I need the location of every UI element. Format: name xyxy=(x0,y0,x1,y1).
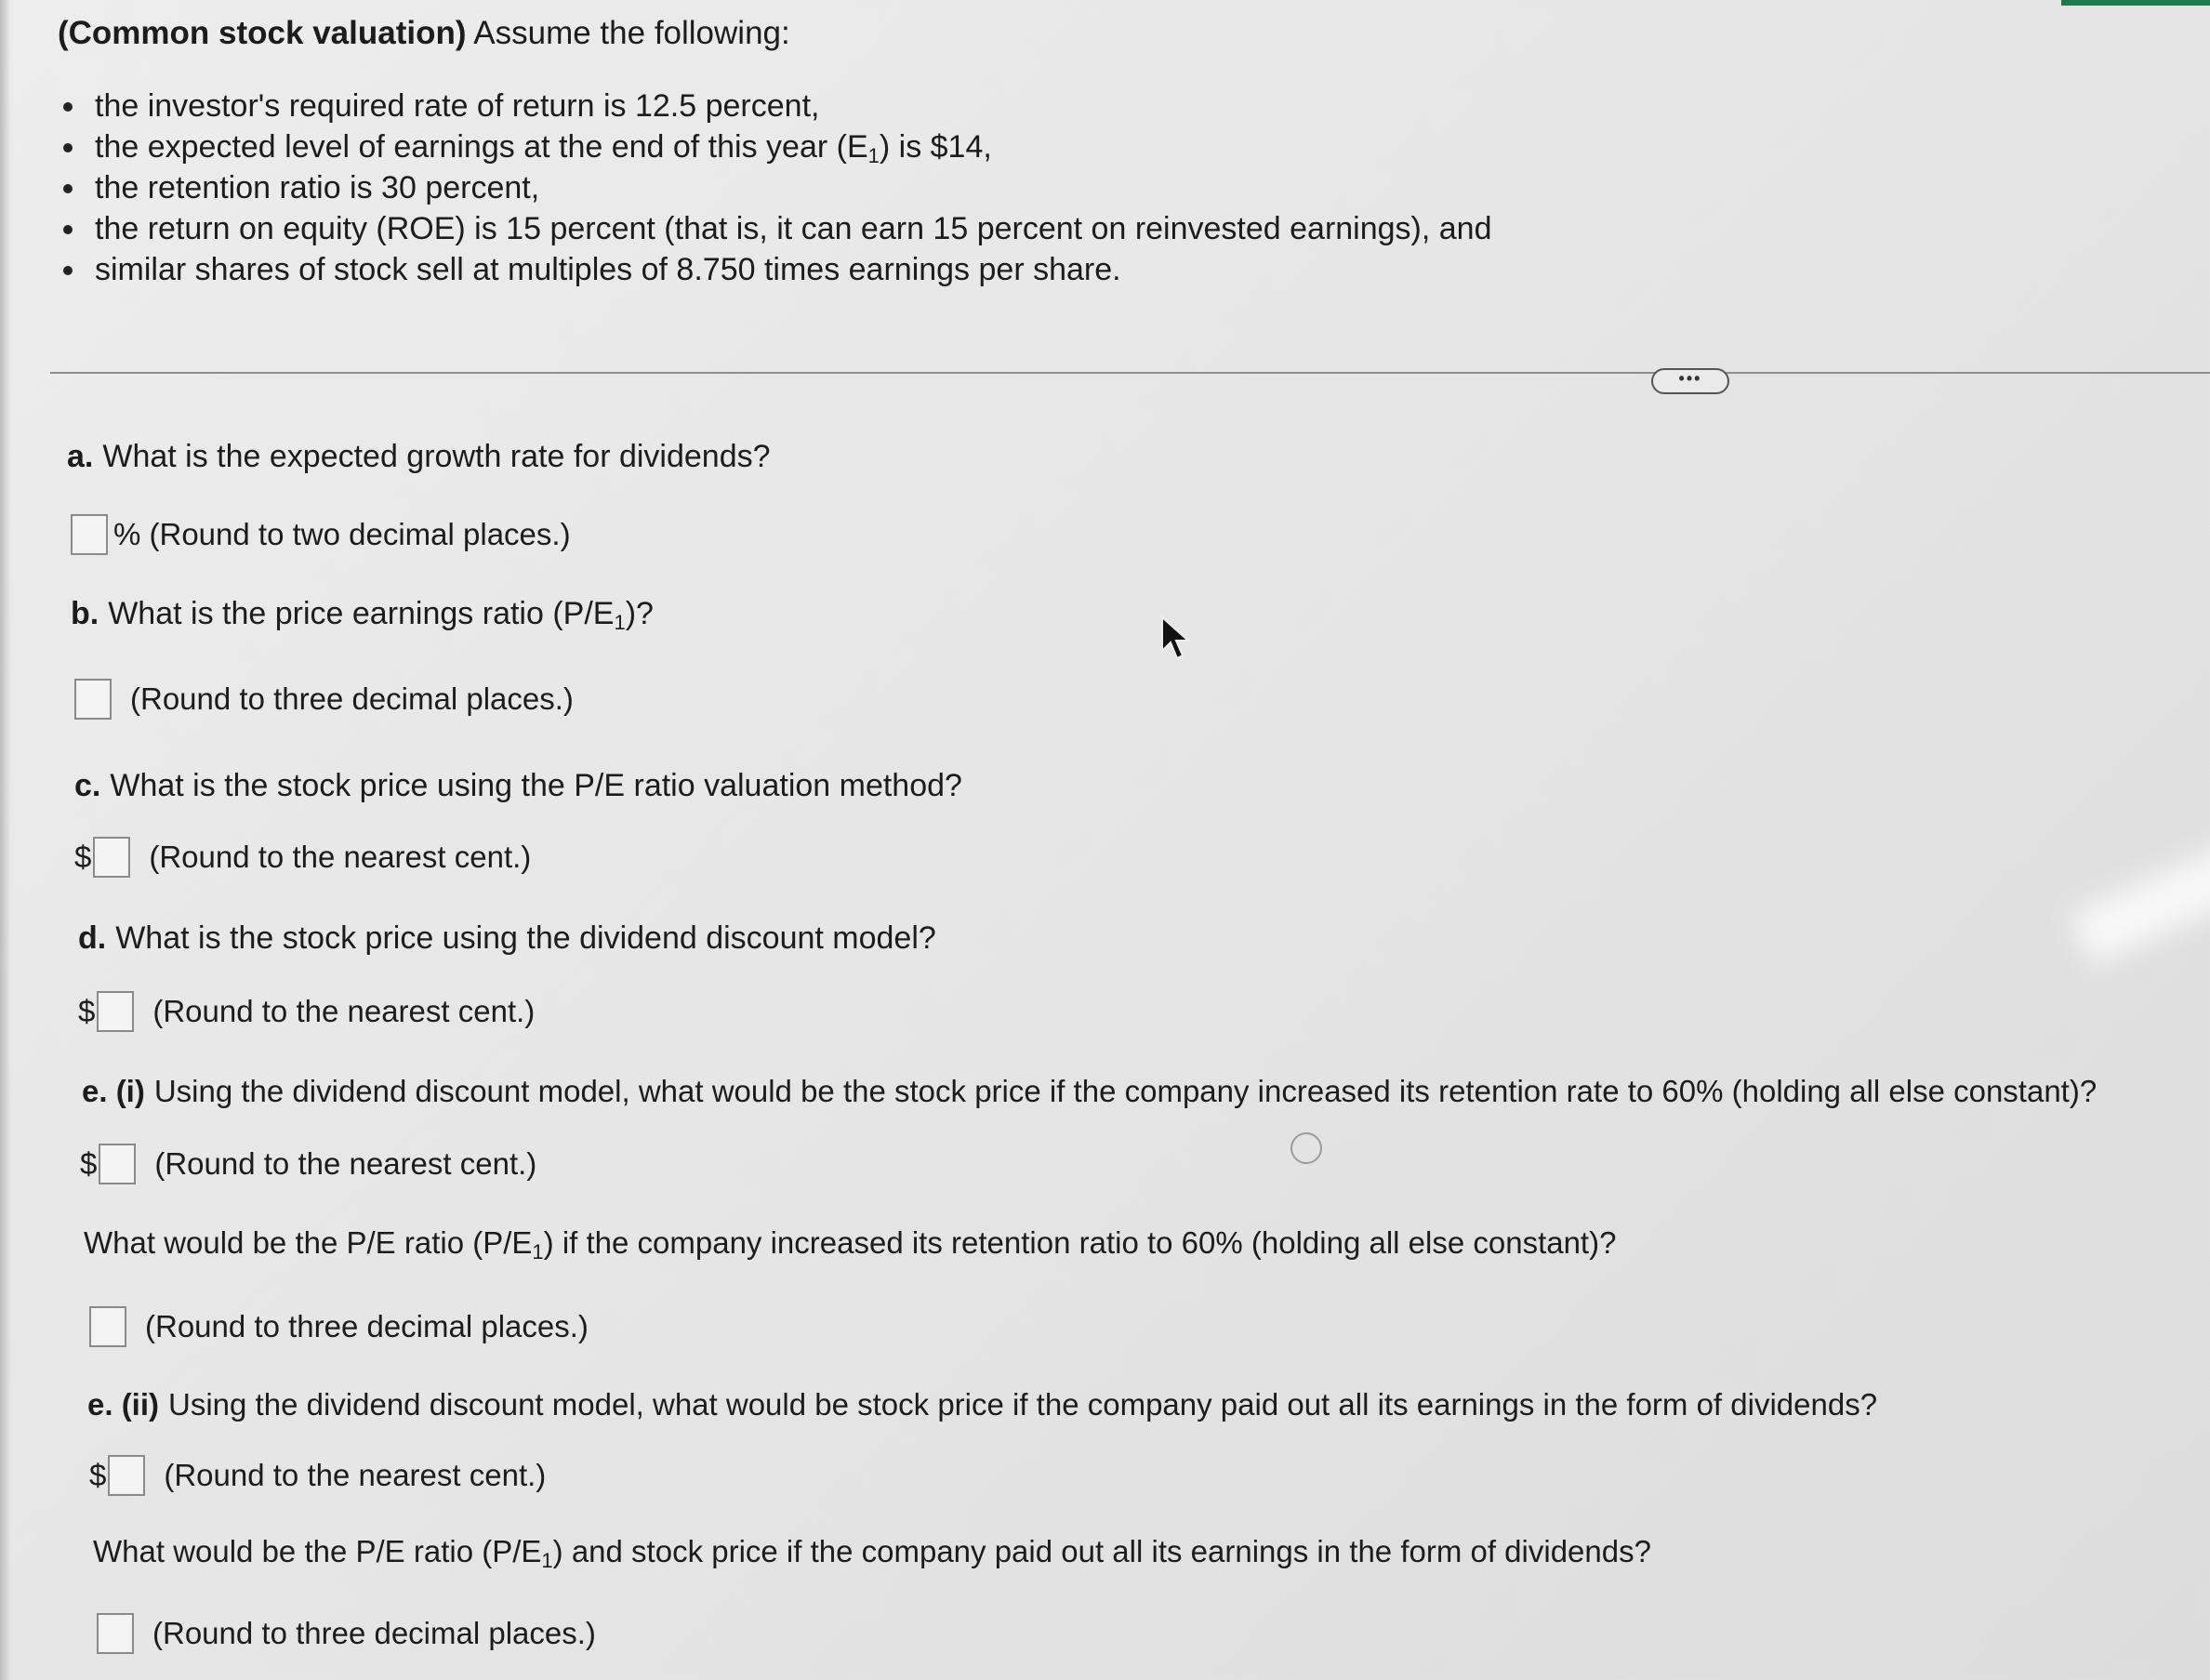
answer-e2-pe-hint: (Round to three decimal places.) xyxy=(152,1616,596,1650)
section-divider xyxy=(50,372,2210,374)
answer-b-hint: (Round to three decimal places.) xyxy=(130,681,574,716)
question-a xyxy=(67,439,771,475)
answer-e1-row xyxy=(80,1144,536,1184)
top-accent-bar xyxy=(2061,0,2210,6)
problem-title-rest: Assume the following: xyxy=(473,15,790,51)
problem-title-bold: (Common stock valuation) xyxy=(58,15,467,51)
question-d-label: d. xyxy=(78,920,107,956)
answer-e2-currency: $ xyxy=(89,1458,107,1492)
answer-b-row xyxy=(74,679,574,720)
answer-b-input[interactable] xyxy=(74,679,112,720)
question-e1-pe: What would be the P/E ratio $(P/E_1)$ if the company increased its retention ratio to 60% (holding all else constant)? xyxy=(84,1225,1617,1263)
question-e1-label: e. (i) xyxy=(82,1074,145,1108)
question-b-label: b. xyxy=(71,596,99,631)
question-b xyxy=(71,596,654,635)
answer-e1-pe-hint: (Round to three decimal places.) xyxy=(145,1309,589,1343)
assumption-item: the investor's required rate of return is 12.5 percent, xyxy=(58,86,1492,126)
screen-glare xyxy=(2070,839,2210,965)
answer-e1-hint: (Round to the nearest cent.) xyxy=(154,1146,537,1181)
assumption-item: similar shares of stock sell at multiples of 8.750 times earnings per share. xyxy=(58,249,1492,290)
question-b-text: What is the price earnings ratio $(P/E_1)$? xyxy=(108,596,654,634)
answer-e1-currency: $ xyxy=(80,1146,98,1181)
question-e2-text: Using the dividend discount model, what would be stock price if the company paid out all its earnings in the form of dividends? xyxy=(168,1387,1878,1422)
answer-c-currency: $ xyxy=(74,840,92,874)
answer-a-hint: % (Round to two decimal places.) xyxy=(113,517,571,551)
question-d-text: What is the stock price using the dividend discount model? xyxy=(115,920,936,956)
question-e1 xyxy=(82,1074,2097,1109)
circle-mark-icon xyxy=(1290,1132,1322,1164)
question-e2-label: e. (ii) xyxy=(87,1387,160,1422)
answer-e1-pe-row xyxy=(89,1306,589,1347)
question-a-text: What is the expected growth rate for dividends? xyxy=(102,439,771,474)
answer-e2-pe-input[interactable] xyxy=(97,1613,134,1654)
answer-d-input[interactable] xyxy=(97,991,134,1032)
mouse-pointer-icon xyxy=(1160,615,1198,664)
question-c-text: What is the stock price using the P/E ratio valuation method? xyxy=(110,768,962,803)
question-c-label: c. xyxy=(74,768,101,803)
answer-c-row xyxy=(74,837,531,878)
answer-e1-input[interactable] xyxy=(99,1144,136,1184)
question-e2-pe: What would be the P/E ratio $(P/E_1)$ and stock price if the company paid out all its earnings in the form of dividends? xyxy=(93,1534,1651,1572)
assumption-item: the retention ratio is 30 percent, xyxy=(58,167,1492,208)
answer-e2-input[interactable] xyxy=(108,1455,145,1496)
answer-d-row xyxy=(78,991,535,1032)
question-c xyxy=(74,768,962,804)
assumption-item: the expected level of earnings at the end of this year $(E_1)$ is $14, xyxy=(58,126,1492,167)
assumption-item: the return on equity (ROE) is 15 percent (that is, it can earn 15 percent on reinvested earnings), and xyxy=(58,208,1492,249)
answer-a-row xyxy=(71,514,571,555)
assumption-list xyxy=(58,86,1492,290)
question-e1-text: Using the dividend discount model, what would be the stock price if the company increased its retention rate to 60% (holding all else constant)? xyxy=(153,1074,2098,1108)
question-d xyxy=(78,920,936,957)
answer-e1-pe-input[interactable] xyxy=(89,1306,126,1347)
answer-d-currency: $ xyxy=(78,994,96,1028)
answer-c-hint: (Round to the nearest cent.) xyxy=(149,840,532,874)
answer-e2-row xyxy=(89,1455,546,1496)
more-options-button[interactable]: ••• xyxy=(1651,368,1729,394)
question-a-label: a. xyxy=(67,439,94,474)
answer-c-input[interactable] xyxy=(93,837,130,878)
answer-e2-hint: (Round to the nearest cent.) xyxy=(164,1458,547,1492)
question-e2 xyxy=(87,1387,1877,1422)
answer-e2-pe-row xyxy=(97,1613,596,1654)
answer-d-hint: (Round to the nearest cent.) xyxy=(152,994,536,1028)
screen-edge-shadow xyxy=(0,0,11,1680)
problem-title xyxy=(58,15,790,52)
answer-a-input[interactable] xyxy=(71,514,108,555)
